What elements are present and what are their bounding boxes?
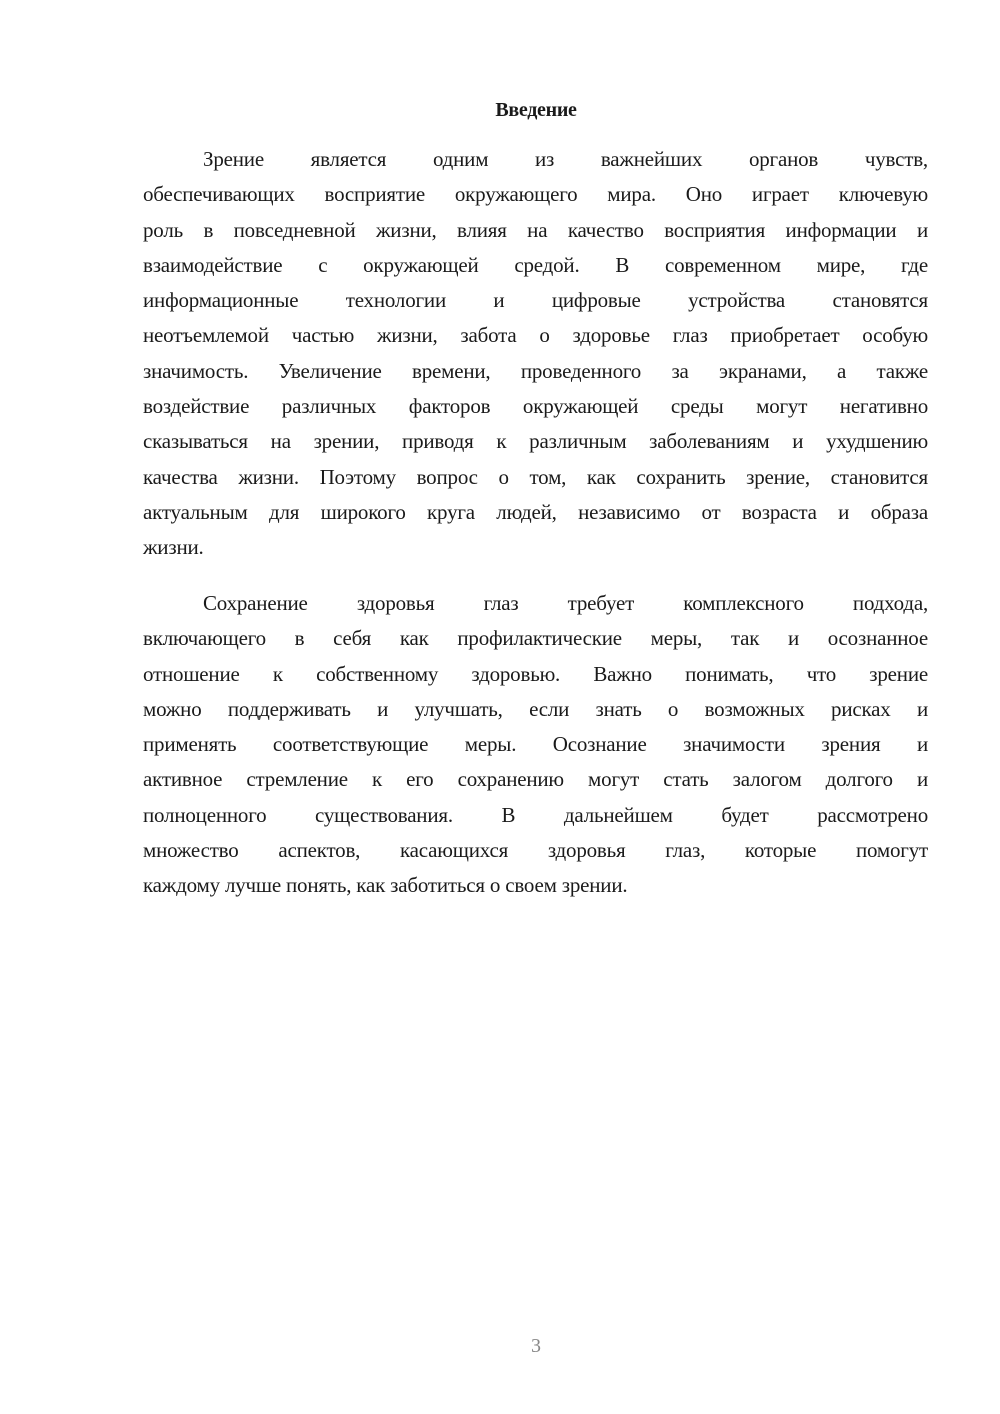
text-line: активное стремление к его сохранению могут стать залогом долгого и [143,767,928,792]
text-line: множество аспектов, касающихся здоровья глаз, которые помогут [143,838,928,863]
text-line: применять соответствующие меры. Осознание значимости зрения и [143,732,928,757]
text-line: значимость. Увеличение времени, проведенного за экранами, а также [143,358,928,383]
text-line: отношение к собственному здоровью. Важно понимать, что зрение [143,661,928,686]
text-line: роль в повседневной жизни, влияя на качество восприятия информации и [143,217,928,242]
text-line: актуальным для широкого круга людей, независимо от возраста и образа [143,499,928,524]
section-heading: Введение [495,99,577,121]
text-line: полноценного существования. В дальнейшем будет рассмотрено [143,802,928,827]
text-line: каждому лучше понять, как заботиться о своем зрении. [143,873,628,898]
text-line: Зрение является одним из важнейших органов чувств, [203,147,928,171]
page-number: 3 [531,1335,541,1357]
text-line: обеспечивающих восприятие окружающего мира. Оно играет ключевую [143,182,928,207]
text-line: неотъемлемой частью жизни, забота о здоровье глаз приобретает особую [143,323,928,348]
text-line: жизни. [143,535,204,560]
text-line: воздействие различных факторов окружающей среды могут негативно [143,394,928,419]
text-line: сказываться на зрении, приводя к различным заболеваниям и ухудшению [143,429,928,454]
text-line: можно поддерживать и улучшать, если знать о возможных рисках и [143,696,928,721]
text-line: качества жизни. Поэтому вопрос о том, как сохранить зрение, становится [143,464,928,489]
text-line: включающего в себя как профилактические меры, так и осознанное [143,626,928,651]
text-line: Сохранение здоровья глаз требует комплексного подхода, [203,591,928,615]
text-line: информационные технологии и цифровые устройства становятся [143,288,928,313]
paragraph-1 [143,142,928,566]
paragraph-2 [143,586,928,904]
text-line: взаимодействие с окружающей средой. В современном мире, где [143,252,928,277]
